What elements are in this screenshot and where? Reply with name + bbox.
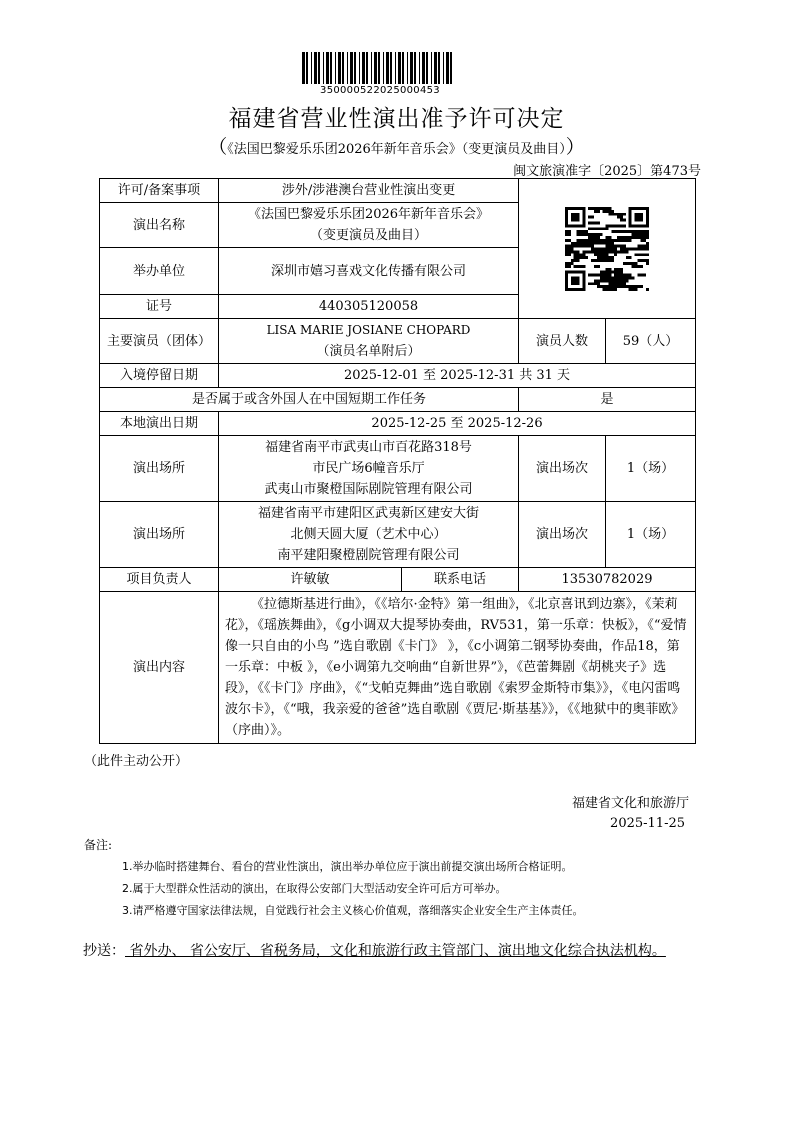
show-name: 《法国巴黎爱乐乐团2026年新年音乐会》 <box>247 207 490 222</box>
cell-label: 演出场所 <box>100 502 219 568</box>
cell-value: 是 <box>519 388 696 412</box>
cell-label: 证号 <box>100 295 219 319</box>
issuing-authority: 福建省文化和旅游厅 <box>571 796 689 811</box>
cell-value <box>219 502 519 568</box>
barcode <box>302 52 454 84</box>
table-row <box>100 319 696 364</box>
cell-label: 联系电话 <box>402 568 519 592</box>
venue-address: 福建省南平市建阳区武夷新区建安大街 <box>258 506 480 521</box>
cell-value: 深圳市嬉习喜戏文化传播有限公司 <box>219 248 519 295</box>
permit-table <box>99 178 696 744</box>
cell-value <box>219 203 519 248</box>
cell-value: 440305120058 <box>219 295 519 319</box>
note-item: 2.属于大型群众性活动的演出，在取得公安部门大型活动安全许可后方可举办。 <box>122 882 507 895</box>
main-performer: LISA MARIE JOSIANE CHOPARD <box>266 323 471 337</box>
subtitle-open-paren: （ <box>208 136 228 158</box>
cell-value: 1（场） <box>606 436 696 502</box>
cell-label: 许可/备案事项 <box>100 179 219 203</box>
cell-value <box>219 436 519 502</box>
cell-value: 59（人） <box>606 319 696 364</box>
performer-note: （演员名单附后） <box>316 344 421 359</box>
table-row <box>100 179 696 203</box>
note-item: 1.举办临时搭建舞台、看台的营业性演出，演出举办单位应于演出前提交演出场所合格证明。 <box>122 860 573 873</box>
cell-value: 2025-12-25 至 2025-12-26 <box>219 412 696 436</box>
document-number: 闽文旅演准字〔2025〕第473号 <box>513 164 701 179</box>
cell-label: 项目负责人 <box>100 568 219 592</box>
copy-to-label: 抄送： <box>83 943 125 959</box>
cell-value: 许敏敏 <box>219 568 402 592</box>
table-row <box>100 502 696 568</box>
copy-to-recipients: 省外办、 省公安厅、省税务局，文化和旅游行政主管部门、演出地文化综合执法机构。 <box>125 943 666 959</box>
cell-label: 演出名称 <box>100 203 219 248</box>
cell-label: 举办单位 <box>100 248 219 295</box>
barcode-number: 350000522025000453 <box>320 85 440 96</box>
venue-address-detail: 北侧天圆大厦（艺术中心） <box>290 527 447 542</box>
table-row <box>100 412 696 436</box>
cell-label: 演出场所 <box>100 436 219 502</box>
table-row <box>100 388 696 412</box>
cell-label: 演出场次 <box>519 502 606 568</box>
performance-content: 《拉德斯基进行曲》，《《培尔·金特》第一组曲》，《北京喜讯到边寨》，《茉莉花》，《瑶族舞曲》，《g小调双大提琴协奏曲，RV531，第一乐章：快板》，《“爱情像一只自由的小鸟 ”选自歌剧《卡门》 》，《c小调第二钢琴协奏曲，作品18，第一乐章：中板 》，《e小调第九交响曲“自新世界”》，《芭蕾舞剧《胡桃夹子》选段》，《《卡门》序曲》，《“戈帕克舞曲”选自歌剧《索罗金斯特市集》》，《电闪雷鸣波尔卡》，《“哦，我亲爱的爸爸”选自歌剧《贾尼·斯基基》》，《《地狱中的奥菲欧》（序曲）》。 <box>219 592 696 744</box>
cell-value: 13530782029 <box>519 568 696 592</box>
document-subtitle <box>0 132 793 159</box>
cell-label: 本地演出日期 <box>100 412 219 436</box>
cell-label: 演出场次 <box>519 436 606 502</box>
cell-value: 涉外/涉港澳台营业性演出变更 <box>219 179 519 203</box>
venue-address-detail: 市民广场6幢音乐厅 <box>312 461 425 476</box>
cell-value <box>219 319 519 364</box>
venue-operator: 武夷山市聚橙国际剧院管理有限公司 <box>264 482 473 497</box>
venue-operator: 南平建阳聚橙剧院管理有限公司 <box>277 548 460 563</box>
table-row <box>100 592 696 744</box>
cell-label: 演员人数 <box>519 319 606 364</box>
cell-value: 2025-12-01 至 2025-12-31 共 31 天 <box>219 364 696 388</box>
show-name-note: （变更演员及曲目） <box>310 228 428 243</box>
cell-label: 入境停留日期 <box>100 364 219 388</box>
table-row <box>100 436 696 502</box>
document-title: 福建省营业性演出准予许可决定 <box>228 106 565 132</box>
cell-label: 主要演员（团体） <box>100 319 219 364</box>
qr-code <box>565 207 649 291</box>
copy-to <box>83 940 723 962</box>
venue-address: 福建省南平市武夷山市百花路318号 <box>265 440 472 455</box>
note-item: 3.请严格遵守国家法律法规，自觉践行社会主义核心价值观，落细落实企业安全生产主体责任。 <box>122 904 584 917</box>
issue-date: 2025-11-25 <box>610 816 685 831</box>
notes-title: 备注: <box>84 838 113 852</box>
cell-value: 1（场） <box>606 502 696 568</box>
table-row <box>100 568 696 592</box>
qr-cell <box>519 179 696 319</box>
subtitle-text: 《法国巴黎爱乐乐团2026年新年音乐会》（变更演员及曲目） <box>227 142 566 157</box>
cell-label: 是否属于或含外国人在中国短期工作任务 <box>100 388 519 412</box>
table-row <box>100 364 696 388</box>
subtitle-close-paren: ） <box>565 136 585 158</box>
cell-label: 演出内容 <box>100 592 219 744</box>
public-note: （此件主动公开） <box>84 754 189 769</box>
